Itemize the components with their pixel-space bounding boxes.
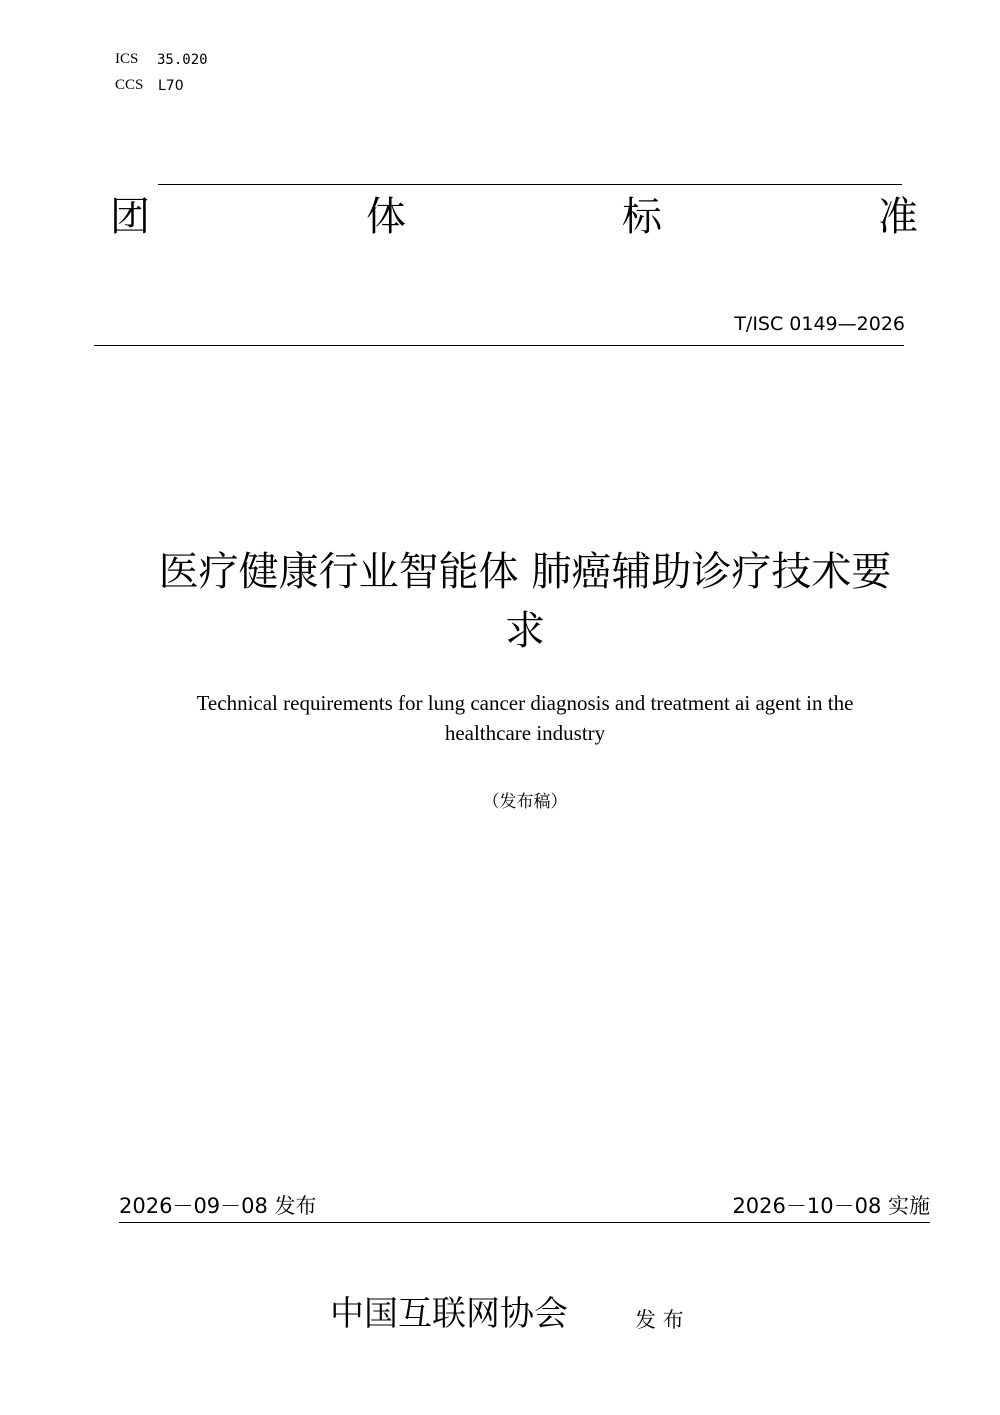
dates-rule <box>119 1222 930 1223</box>
publish-label: 发 布 <box>635 1308 684 1332</box>
standard-type-char-3: 标 <box>622 194 662 240</box>
publisher-name: 中国互联网协会 <box>330 1294 568 1334</box>
draft-status: （发布稿） <box>482 792 568 812</box>
standard-number: T/ISC 0149—2026 <box>734 313 905 335</box>
standard-type-char-4: 准 <box>878 194 918 240</box>
title-cn-line2: 求 <box>505 608 545 654</box>
title-cn-line1: 医疗健康行业智能体 肺癌辅助诊疗技术要 <box>158 549 892 595</box>
title-en-line1: Technical requirements for lung cancer diagnosis and treatment ai agent in the <box>196 691 854 715</box>
publish-date: 2026－09－08 发布 <box>119 1194 317 1218</box>
title-en-line2: healthcare industry <box>444 721 606 745</box>
implement-date: 2026－10－08 实施 <box>732 1194 930 1218</box>
ics-value: 35.020 <box>157 52 208 68</box>
ccs-value: L70 <box>158 78 184 94</box>
ics-label: ICS <box>115 51 139 67</box>
ccs-label: CCS <box>115 77 144 93</box>
standard-type-char-1: 团 <box>110 194 150 240</box>
standard-number-rule <box>94 345 904 346</box>
top-rule <box>158 184 902 185</box>
standard-type-char-2: 体 <box>366 194 406 240</box>
